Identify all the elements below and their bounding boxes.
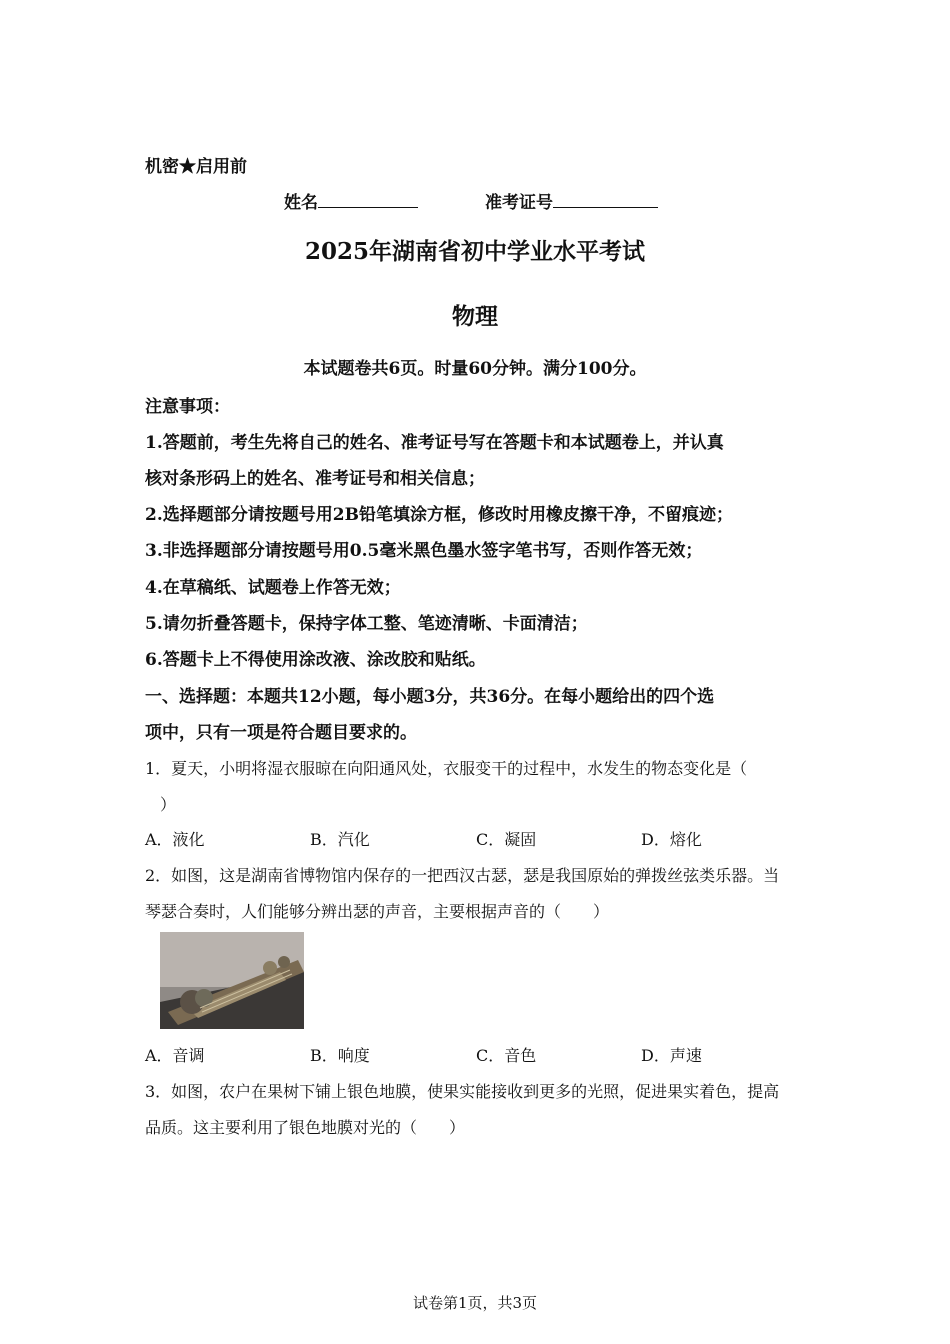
exam-summary: 本试题卷共6页。时量60分钟。满分100分。 bbox=[303, 359, 647, 379]
question-2-text: 2．如图，这是湖南省博物馆内保存的一把西汉古瑟，瑟是我国原始的弹拨丝弦类乐器。当 bbox=[145, 866, 780, 885]
exam-title: 2025年湖南省初中学业水平考试 bbox=[304, 238, 645, 265]
question-1-option-a: A．液化 bbox=[145, 830, 205, 849]
question-1-text: 1．夏天，小明将湿衣服晾在向阳通风处，衣服变干的过程中，水发生的物态变化是（ bbox=[145, 759, 748, 778]
question-2-option-a: A．音调 bbox=[145, 1046, 205, 1065]
question-2-option-b: B．响度 bbox=[310, 1046, 370, 1065]
ancient-se-instrument-image bbox=[160, 932, 304, 1029]
subject-title: 物理 bbox=[452, 303, 498, 330]
se-instrument-illustration bbox=[160, 932, 304, 1029]
name-label: 姓名 bbox=[284, 193, 318, 213]
id-blank bbox=[553, 193, 658, 208]
question-2-text-cont: 琴瑟合奏时，人们能够分辨出瑟的声音，主要根据声音的（ ） bbox=[145, 902, 610, 921]
note-line: 5.请勿折叠答题卡，保持字体工整、笔迹清晰、卡面清洁； bbox=[145, 614, 588, 634]
question-1-text-cont: ） bbox=[160, 795, 177, 814]
confidential-label: 机密★启用前 bbox=[145, 157, 247, 177]
notes-heading: 注意事项： bbox=[145, 397, 230, 417]
name-blank bbox=[318, 193, 418, 208]
page-footer: 试卷第1页，共3页 bbox=[412, 1294, 538, 1312]
question-3-text: 3．如图，农户在果树下铺上银色地膜，使果实能接收到更多的光照，促进果实着色，提高 bbox=[145, 1082, 780, 1101]
question-2-option-d: D．声速 bbox=[641, 1046, 702, 1065]
note-line: 3.非选择题部分请按题号用0.5毫米黑色墨水签字笔书写，否则作答无效； bbox=[145, 541, 703, 561]
question-1-option-c: C．凝固 bbox=[476, 830, 537, 849]
id-field bbox=[485, 188, 658, 213]
note-line: 4.在草稿纸、试题卷上作答无效； bbox=[145, 578, 401, 598]
question-3-text-cont: 品质。这主要利用了银色地膜对光的（ ） bbox=[145, 1118, 466, 1137]
section-heading: 一、选择题：本题共12小题，每小题3分，共36分。在每小题给出的四个选 bbox=[145, 687, 715, 707]
question-1-option-b: B．汽化 bbox=[310, 830, 370, 849]
section-heading-cont: 项中，只有一项是符合题目要求的。 bbox=[145, 723, 417, 743]
question-2-option-c: C．音色 bbox=[476, 1046, 537, 1065]
note-line: 2.选择题部分请按题号用2B铅笔填涂方框，修改时用橡皮擦干净，不留痕迹； bbox=[145, 505, 733, 525]
id-label: 准考证号 bbox=[485, 193, 553, 213]
note-line: 核对条形码上的姓名、准考证号和相关信息； bbox=[145, 469, 485, 489]
note-line: 1.答题前，考生先将自己的姓名、准考证号写在答题卡和本试题卷上，并认真 bbox=[145, 433, 724, 453]
name-field bbox=[284, 188, 418, 213]
question-1-option-d: D．熔化 bbox=[641, 830, 702, 849]
note-line: 6.答题卡上不得使用涂改液、涂改胶和贴纸。 bbox=[145, 650, 486, 670]
